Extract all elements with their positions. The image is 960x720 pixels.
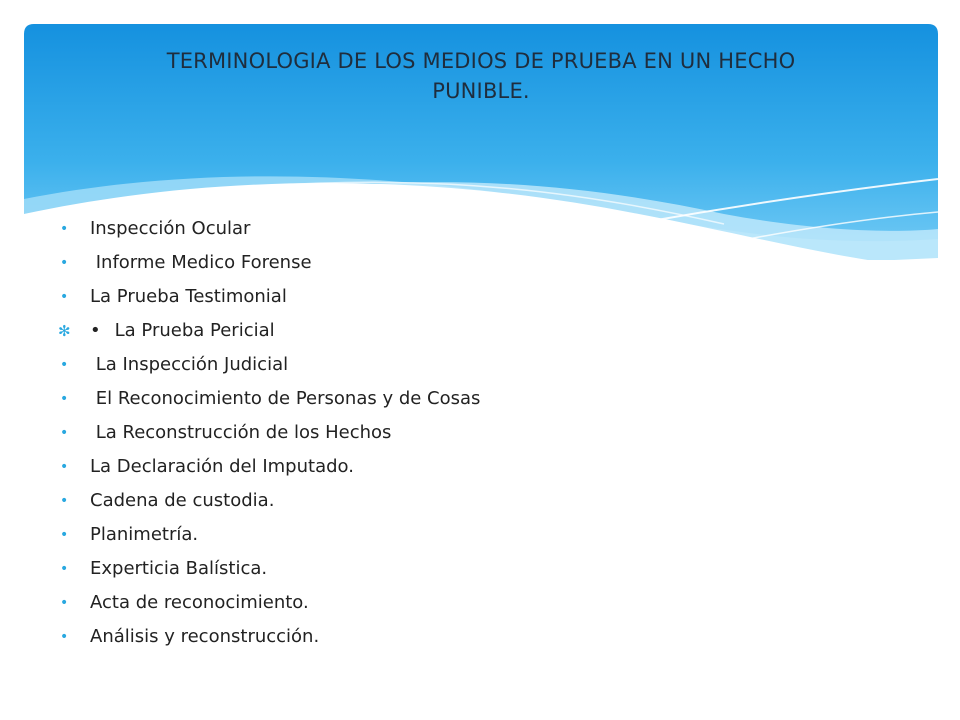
list-item-text: Informe Medico Forense: [90, 252, 312, 273]
list-item: [60, 484, 480, 518]
bullet-icon: •: [60, 629, 69, 645]
list-item: [60, 314, 480, 348]
title-line-1: TERMINOLOGIA DE LOS MEDIOS DE PRUEBA EN UN HECHO: [166, 49, 796, 73]
bullet-icon: •: [60, 221, 69, 237]
list-item-text: Análisis y reconstrucción.: [90, 626, 320, 647]
list-item-text: Acta de reconocimiento.: [90, 592, 309, 613]
list-item: [60, 586, 480, 620]
bullet-icon: •: [60, 391, 69, 407]
title-line-2: PUNIBLE.: [432, 79, 530, 103]
list-item-text: La Prueba Pericial: [114, 320, 275, 341]
list-item-text: La Declaración del Imputado.: [90, 456, 354, 477]
list-item-text: La Inspección Judicial: [90, 354, 289, 375]
bullet-icon: •: [60, 425, 69, 441]
list-item-text: La Reconstrucción de los Hechos: [90, 422, 392, 443]
list-item: [60, 382, 480, 416]
list-item: [60, 518, 480, 552]
list-item-text: Inspección Ocular: [90, 218, 251, 239]
list-item: [60, 450, 480, 484]
bullet-icon: •: [60, 527, 69, 543]
list-item-text: Experticia Balística.: [90, 558, 268, 579]
list-item-text: Cadena de custodia.: [90, 490, 275, 511]
list-item-text: Planimetría.: [90, 524, 199, 545]
list-item: [60, 552, 480, 586]
list-item-text: El Reconocimiento de Personas y de Cosas: [90, 388, 481, 409]
bullet-icon: •: [60, 289, 69, 305]
list-item: [60, 280, 480, 314]
bullet-icon: •: [60, 595, 69, 611]
bullet-icon: •: [60, 493, 69, 509]
page-title: [24, 46, 938, 106]
evidence-terms-list: [60, 212, 480, 654]
asterisk-bullet-icon: ✻: [58, 322, 71, 340]
list-item: [60, 416, 480, 450]
inner-bullet-icon: •: [90, 320, 101, 341]
list-item: [60, 620, 480, 654]
bullet-icon: •: [60, 459, 69, 475]
list-item: [60, 212, 480, 246]
list-item-text: La Prueba Testimonial: [90, 286, 287, 307]
list-item: [60, 246, 480, 280]
bullet-icon: •: [60, 255, 69, 271]
list-item: [60, 348, 480, 382]
bullet-icon: •: [60, 561, 69, 577]
bullet-icon: •: [60, 357, 69, 373]
